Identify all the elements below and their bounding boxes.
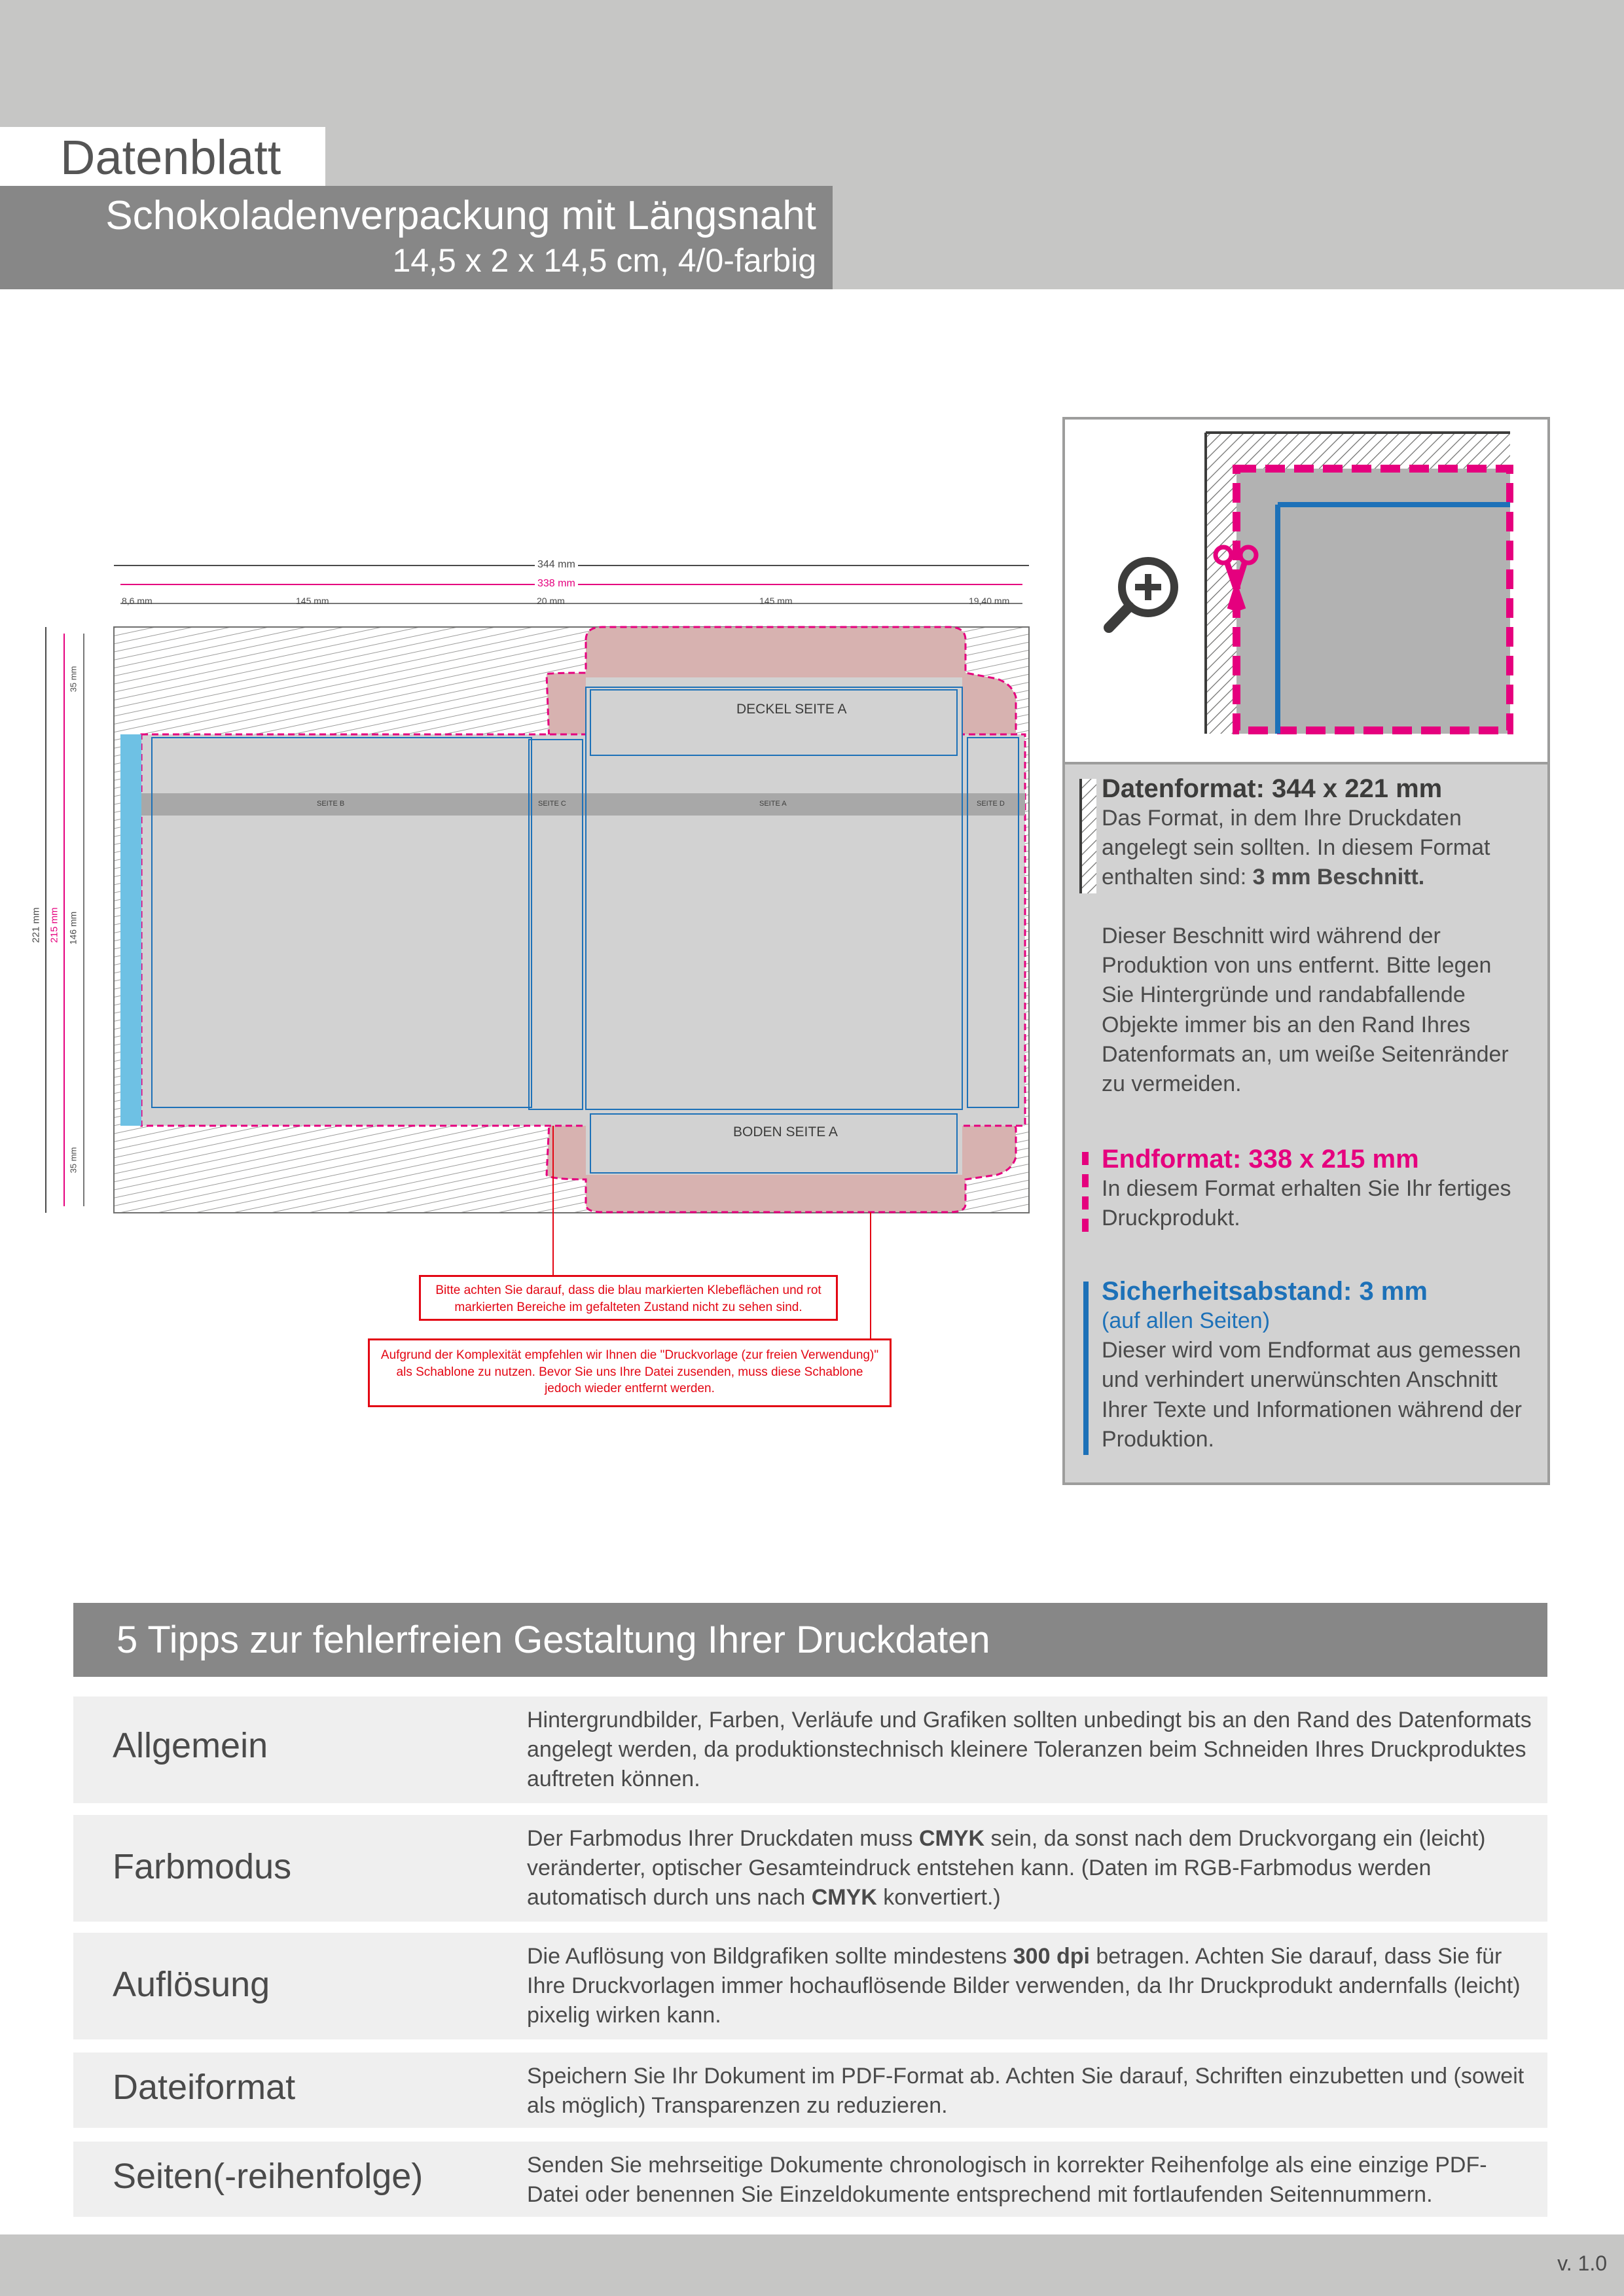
sicherheit-text: Dieser wird vom Endformat aus gemessen und verhindert unerwünschten Anschnitt Ihrer Texte und Informationen während der Produktion. [1102,1338,1522,1452]
legend-illustration [1065,420,1547,764]
endformat-title: Endformat: 338 x 215 mm [1102,1145,1419,1174]
tip-text: Senden Sie mehrseitige Dokumente chronologisch in korrekter Reihenfolge als eine einzige PDF-Datei oder benennen Sie Einzeldokumente entsprechend mit fortlaufenden Seitennummern. [527,2153,1487,2208]
footer-bar [0,2234,1624,2296]
sicherheit-title: Sicherheitsabstand: 3 mm [1102,1277,1428,1306]
side-d-label: SEITE D [977,800,1005,808]
tip-label: Farbmodus [113,1847,292,1886]
dim-final-label: 338 mm [535,578,578,590]
tip-row-seiten [73,2142,1547,2217]
dim-seg-2: 145 mm [296,596,329,606]
lid-label: DECKEL SEITE A [736,702,847,717]
endformat-text: In diesem Format erhalten Sie Ihr fertiges Druckprodukt. [1102,1176,1511,1231]
title-block [0,186,833,289]
tip-label: Auflösung [113,1965,270,2004]
glue-strip [120,734,141,1126]
dim-left-total-label: 221 mm [30,907,42,943]
beschnitt-text: Dieser Beschnitt wird während der Produktion von uns entfernt. Bitte legen Sie Hintergründe und randabfallende Objekte immer bis an den Rand Ihres Datenformats an, um weiße Seitenränder zu vermeiden. [1102,924,1509,1097]
dim-left-final-label: 215 mm [48,907,60,943]
page-subtitle: 14,5 x 2 x 14,5 cm, 4/0-farbig [392,242,816,279]
dim-total-label: 344 mm [535,559,578,571]
bottom-label: BODEN SEITE A [733,1124,838,1139]
die-cut-diagram [26,550,1047,1420]
page-title: Schokoladenverpackung mit Längsnaht [105,193,816,238]
version-label: v. 1.0 [1557,2251,1607,2275]
datenformat-title: Datenformat: 344 x 221 mm [1102,774,1443,803]
datenblatt-label: Datenblatt [60,130,281,185]
tip-label: Seiten(-reihenfolge) [113,2157,424,2196]
zoom-in-icon [1101,549,1186,634]
legend-box [1062,417,1550,1485]
datenformat-text: Das Format, in dem Ihre Druckdaten angelegt sein sollten. In diesem Format enthalten sind: [1102,806,1490,890]
tip-text: Der Farbmodus Ihrer Druckdaten muss CMYK sein, da sonst nach dem Druckvorgang ein (leicht) veränderter, optischer Gesamteindruck entstehen kann. (Daten im RGB-Farbmodus werden automatisch durch uns nach CMYK konvertiert.) [527,1826,1486,1910]
dim-left-top-label: 35 mm [68,666,79,692]
dim-seg-4: 145 mm [759,596,793,606]
sicherheit-sub: (auf allen Seiten) [1102,1308,1271,1333]
tips-heading: 5 Tipps zur fehlerfreien Gestaltung Ihrer Druckdaten [73,1603,1547,1677]
tip-text: Hintergrundbilder, Farben, Verläufe und Grafiken sollten unbedingt bis an den Rand des Datenformats angelegt werden, da produktionstechnisch kleinere Toleranzen beim Schneiden Ihres Druckproduktes auftreten können. [527,1708,1532,1792]
tip-row-farbmodus [73,1815,1547,1922]
tip-label: Allgemein [113,1726,268,1765]
tip-text: Speichern Sie Ihr Dokument im PDF-Format ab. Achten Sie darauf, Schriften einzubetten und (soweit als möglich) Transparenzen zu reduzieren. [527,2064,1525,2119]
dim-seg-1: 8,6 mm [122,596,153,606]
side-a-label: SEITE A [759,800,787,808]
sicherheit-marker [1083,1282,1089,1455]
note-glue-areas: Bitte achten Sie darauf, dass die blau markierten Klebeflächen und rot markierten Bereiche im gefalteten Zustand nicht zu sehen sind. [419,1275,838,1321]
tip-row-dateiformat [73,2053,1547,2128]
tip-label: Dateiformat [113,2068,296,2107]
bottom-panel [586,1109,962,1175]
dim-seg-5: 19,40 mm [969,596,1010,606]
side-b-label: SEITE B [317,800,345,808]
legend-text-panel [1065,764,1547,1482]
dim-left-bottom-label: 35 mm [68,1147,79,1174]
datenblatt-tab [0,127,325,186]
note-template: Aufgrund der Komplexität empfehlen wir Ihnen die "Druckvorlage (zur freien Verwendung)" als Schablone zu nutzen. Bevor Sie uns Ihre Datei zusenden, muss diese Schablone jedoch wieder entfernt werden. [368,1338,892,1407]
tip-row-aufloesung [73,1933,1547,2039]
side-c-label: SEITE C [538,800,566,808]
dim-left-mid-label: 146 mm [67,911,79,945]
tip-row-allgemein [73,1696,1547,1803]
dim-seg-3: 20 mm [537,596,565,606]
hatch-marker-icon [1079,779,1096,893]
datenformat-bold: 3 mm Beschnitt. [1252,865,1425,890]
scissors-icon [1210,541,1263,613]
endformat-marker [1082,1152,1090,1232]
tip-text: Die Auflösung von Bildgrafiken sollte mindestens 300 dpi betragen. Achten Sie darauf, dass Sie für Ihre Druckvorlagen immer hochauflösende Bilder verwenden, da Ihr Druckprodukt andernfalls (leicht) pixelig wirken kann. [527,1944,1521,2028]
